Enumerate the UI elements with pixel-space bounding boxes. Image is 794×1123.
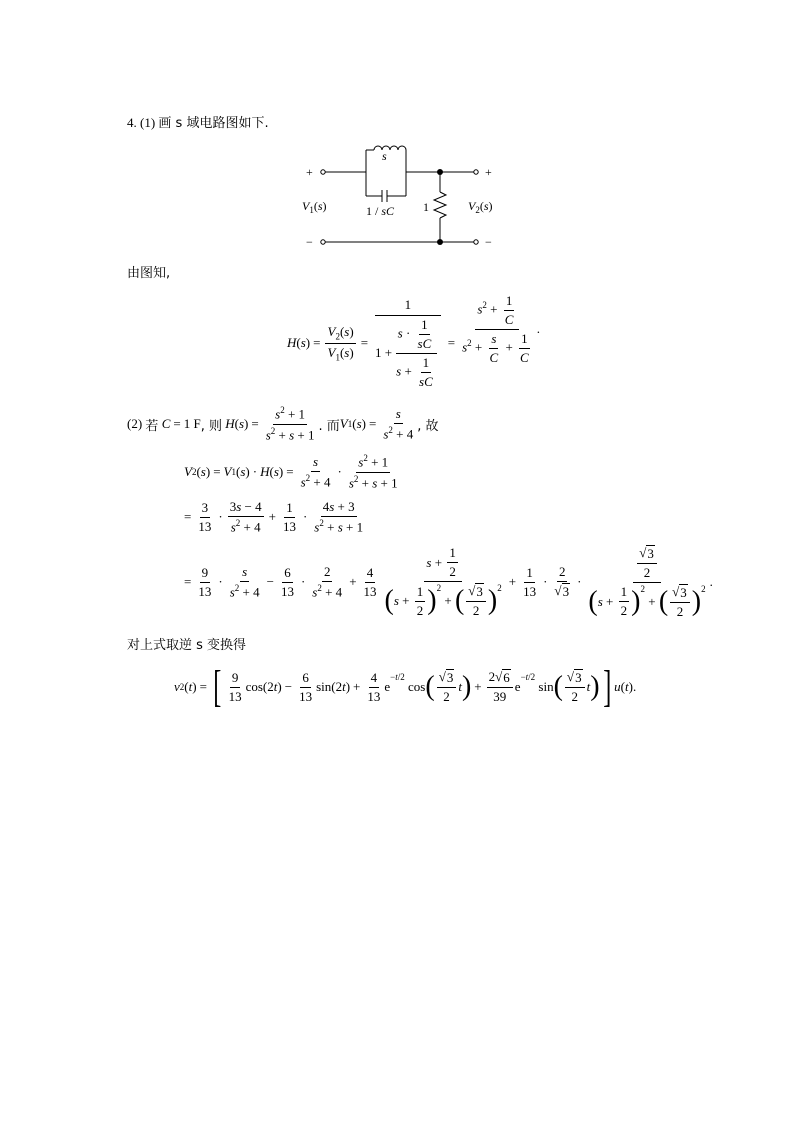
circuit-diagram <box>298 136 508 252</box>
svg-text:V2(s): $V_2(s)$ <box>468 199 493 215</box>
svg-text:−: − <box>485 235 492 249</box>
part2-line: (2) 若 C = 1 F , 则 H ( s ) = $\frac{s^2 + 1}{s^2 + s + 1}$ . 而 V 1 ( s ) = $\frac{s}{s^2 + 4}$ , 故 <box>127 405 439 442</box>
svg-text:1 / sC: 1 / sC <box>366 204 395 218</box>
v2-equation-line3: = $\frac{9}{13}$ · $\frac{s}{s^2 + 4}$ − $\frac{6}{13}$ · $\frac{2}{s^2 + 4}$ + $\frac{4}{13}$ s + $\frac{1}{2}$ ( s + $\frac{1}{2}$ ) $^2$ + ( √ 3 2 ) $^2$ + $\frac{1}{13}$ · 2 √ 3 · √ 3 2 ( s + $\frac{1}{2}$ ) $^2$ + ( √ 3 2 ) $^2$ . <box>184 544 713 619</box>
svg-text:+: + <box>485 165 492 179</box>
part2-then: , 则 <box>200 418 222 434</box>
part2-if: 若 <box>145 418 159 434</box>
svg-text:+: + <box>306 165 313 179</box>
part2-and: . 而 <box>318 418 340 434</box>
svg-text:1: 1 <box>423 200 429 214</box>
part2-label: (2) <box>127 416 143 431</box>
v2-time-domain-equation: v 2 ( t ) = [ $\frac{9}{13}$ cos(2 t ) − $\frac{6}{13}$ sin(2 t ) + $\frac{4}{13}$ e $^{-t /2}$ cos ( √ 3 2 t ) + 2 √ 6 39 e $^{-t /2}$ sin ( √ 3 2 t ) ] u ( t ). <box>174 662 637 711</box>
v2-equation-line2: = $\frac{3}{13}$ · $\frac{3s - 4}{s^2 + 4}$ + $\frac{1}{13}$ · $\frac{4s + 3}{s^2 + s + 1}$ <box>184 498 364 535</box>
inverse-transform-text: 对上式取逆 s 变换得 <box>127 638 247 653</box>
from-figure-text: 由图知, <box>127 266 171 281</box>
part1-heading <box>127 112 269 131</box>
part1-label: 4. (1) <box>127 115 156 130</box>
svg-text:−: − <box>306 235 313 249</box>
part1-text: 画 s 域电路图如下. <box>158 116 269 131</box>
svg-text:V1(s): $V_1(s)$ <box>302 199 327 215</box>
part2-so: , 故 <box>417 418 439 434</box>
v2-equation-line1: V 2 ( s ) = V 1 ( s ) · H ( s ) = $\frac{s}{s^2 + 4}$ · $\frac{s^2 + 1}{s^2 + s + 1}$ <box>184 453 398 490</box>
svg-text:s: s <box>382 149 387 163</box>
transfer-function-equation: H ( s ) = $\frac{V_2(s)}{V_1(s)}$ = 1 1 + s · $\frac{1}{sC}$ s + $\frac{1}{sC}$ = $s^2$ + $\frac{1}{C}$ $s^2$ + $\frac{s}{C}$ + $\frac{1}{C}$ . <box>287 292 540 389</box>
